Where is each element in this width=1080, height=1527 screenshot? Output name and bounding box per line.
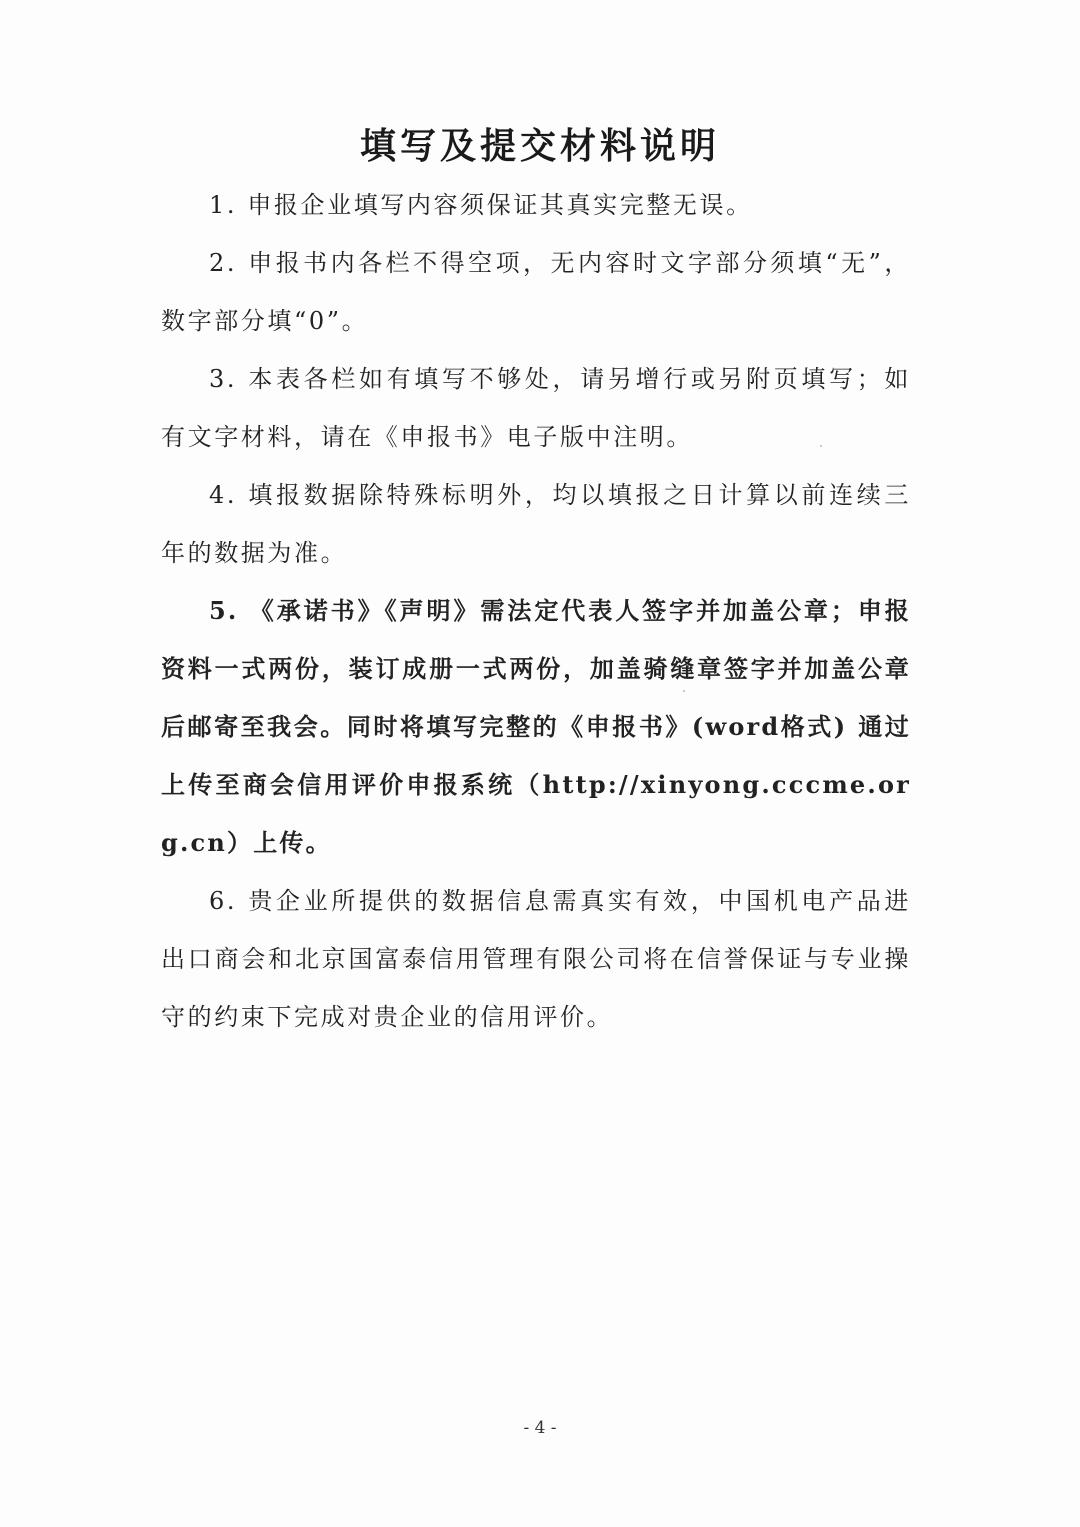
instruction-item-5: 5. 《承诺书》《声明》需法定代表人签字并加盖公章；申报资料一式两份，装订成册一式两份，加盖骑缝章签字并加盖公章后邮寄至我会。同时将填写完整的《申报书》(word格式) 通过上传至商会信用评价申报系统（http://xinyong.cccme.org.cn）上传。 xyxy=(161,596,911,857)
instruction-item-2: 2. 申报书内各栏不得空项，无内容时文字部分须填“无”，数字部分填“0”。 xyxy=(161,249,911,335)
page-number: - 4 - xyxy=(523,1418,557,1438)
instruction-item-1: 1. 申报企业填写内容须保证其真实完整无误。 xyxy=(209,191,753,219)
instruction-item-4: 4. 填报数据除特殊标明外，均以填报之日计算以前连续三年的数据为准。 xyxy=(161,481,911,567)
scan-speck xyxy=(820,445,822,447)
instruction-item-6: 6. 贵企业所提供的数据信息需真实有效，中国机电产品进出口商会和北京国富泰信用管理有限公司将在信誉保证与专业操守的约束下完成对贵企业的信用评价。 xyxy=(161,887,911,1031)
scan-speck xyxy=(683,690,685,692)
instruction-item-3: 3. 本表各栏如有填写不够处，请另增行或另附页填写；如有文字材料，请在《申报书》电子版中注明。 xyxy=(161,365,911,451)
page-title: 填写及提交材料说明 xyxy=(359,125,720,167)
instructions-list xyxy=(161,176,911,1046)
